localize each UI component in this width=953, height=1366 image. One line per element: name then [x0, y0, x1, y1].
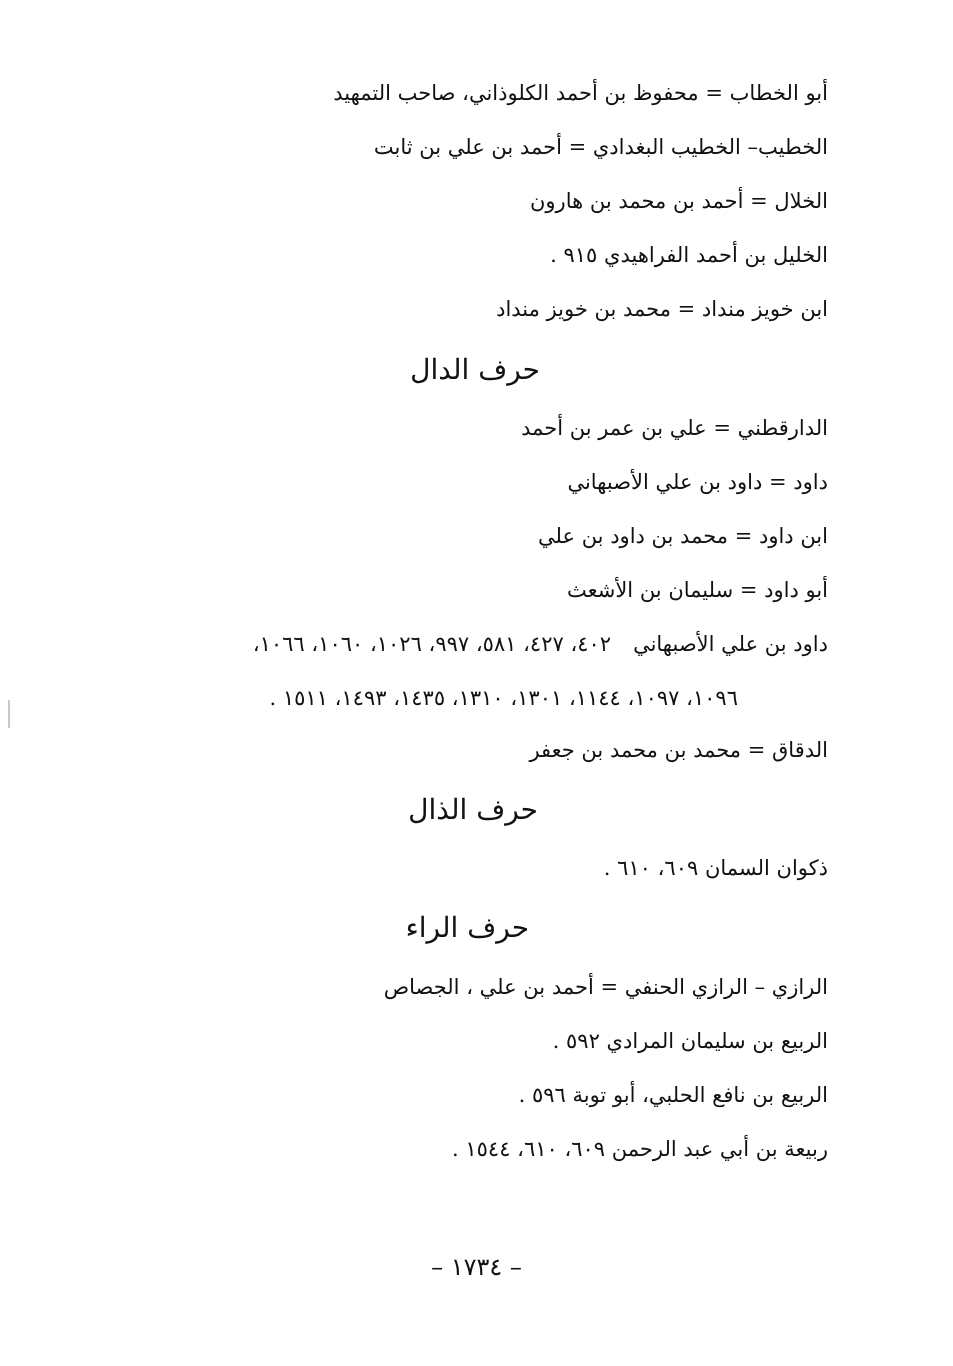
entry-dawud-bin-ali-continuation: ١٠٩٦، ١٠٩٧، ١١٤٤، ١٣٠١، ١٣١٠، ١٤٣٥، ١٤٩٣، ١٥١١ . — [269, 686, 738, 710]
entry-alrazi: الرازي – الرازي الحنفي = أحمد بن علي ، الجصاص — [383, 975, 828, 999]
entry-dawud-bin-ali-pages: ٤٠٢، ٤٢٧، ٥٨١، ٩٩٧، ١٠٢٦، ١٠٦٠، ١٠٦٦، — [252, 632, 612, 656]
entry-alkhallal: الخلال = أحمد بن محمد بن هارون — [529, 189, 828, 213]
entry-aldaraqutni: الدارقطني = علي بن عمر بن أحمد — [521, 416, 828, 440]
entry-ibn-khuwayz: ابن خويز منداد = محمد بن خويز منداد — [496, 297, 828, 321]
entry-rabia: ربيعة بن أبي عبد الرحمن ٦٠٩، ٦١٠، ١٥٤٤ . — [452, 1137, 828, 1161]
entry-aldaqqaq: الدقاق = محمد بن محمد بن جعفر — [529, 738, 828, 762]
entry-alrabi-halabi: الربيع بن نافع الحلبي، أبو توبة ٥٩٦ . — [518, 1083, 828, 1107]
section-heading-dhal: حرف الذال — [408, 793, 538, 826]
entry-dawud-bin-ali — [253, 629, 828, 659]
entry-dawud: داود = داود بن علي الأصبهاني — [567, 470, 828, 494]
entry-abu-dawud: أبو داود = سليمان بن الأشعث — [566, 578, 828, 602]
entry-alrabi-muradi: الربيع بن سليمان المرادي ٥٩٢ . — [552, 1029, 828, 1053]
entry-abu-alkhattab: أبو الخطاب = محفوظ بن أحمد الكلوذاني، صاحب التمهيد — [333, 81, 828, 105]
section-heading-dal: حرف الدال — [410, 353, 540, 386]
entry-alkhalil: الخليل بن أحمد الفراهيدي ٩١٥ . — [550, 243, 828, 267]
entry-alkhatib: الخطيب– الخطيب البغدادي = أحمد بن علي بن ثابت — [373, 135, 828, 159]
section-heading-ra: حرف الراء — [405, 911, 529, 944]
entry-dawud-bin-ali-name: داود بن علي الأصبهاني — [633, 632, 828, 656]
entry-ibn-dawud: ابن داود = محمد بن داود بن علي — [538, 524, 828, 548]
scan-edge-mark — [8, 700, 10, 728]
entry-dhakwan: ذكوان السمان ٦٠٩، ٦١٠ . — [603, 856, 828, 880]
page-number: – ١٧٣٤ – — [431, 1253, 522, 1281]
